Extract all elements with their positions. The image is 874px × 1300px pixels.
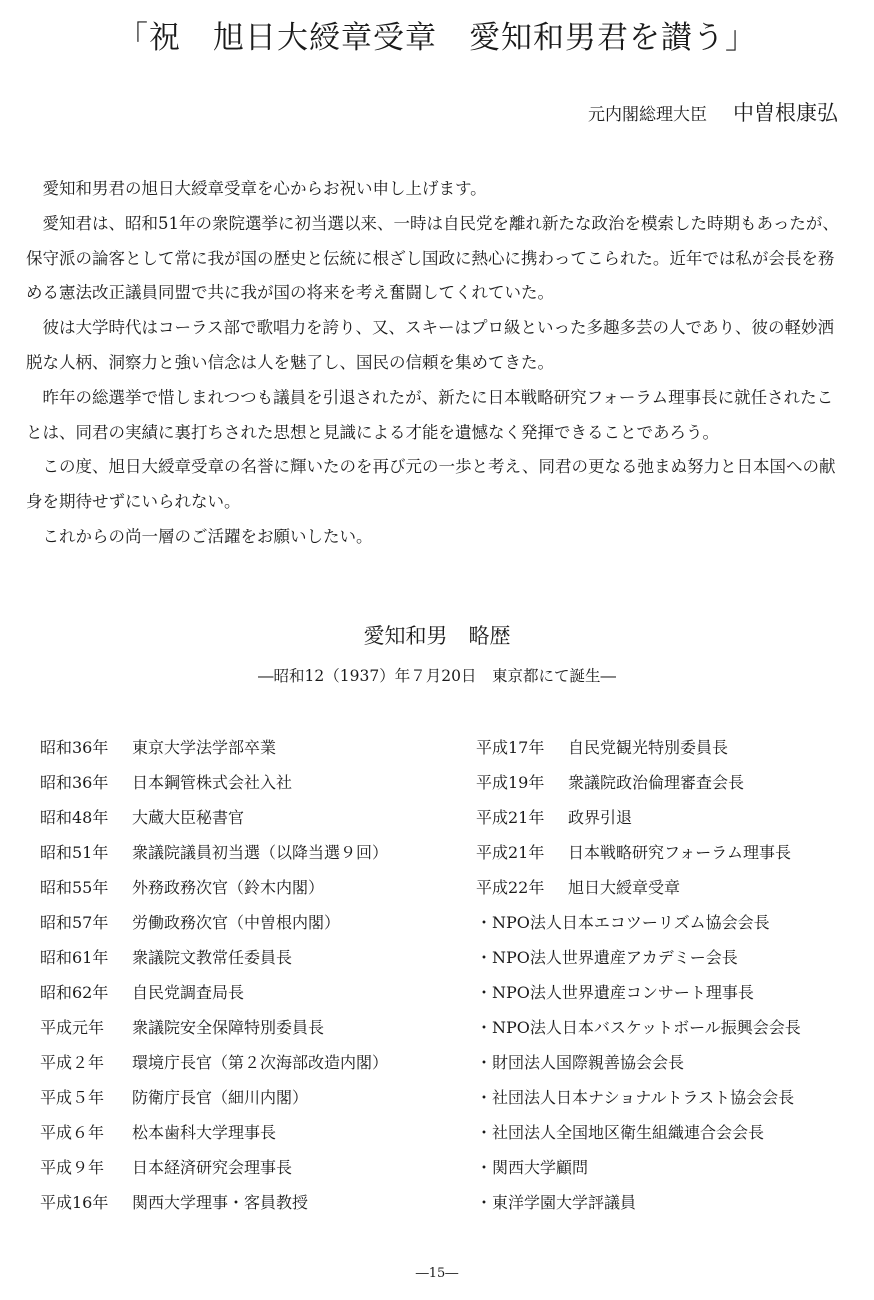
- biography-entry-text: 衆議院安全保障特別委員長: [132, 1018, 325, 1037]
- author-name: 中曽根康弘: [733, 101, 838, 125]
- biography-entry-text: ・NPO法人日本バスケットボール振興会会長: [476, 1018, 801, 1037]
- paragraph: 彼は大学時代はコーラス部で歌唱力を誇り、又、スキーはプロ級といった多趣多芸の人であり、彼の軽妙洒脱な人柄、洞察力と強い信念は人を魅了し、国民の信頼を集めてきた。: [26, 318, 835, 372]
- biography-entry-text: ・社団法人日本ナショナルトラスト協会会長: [476, 1088, 795, 1107]
- biography-entry-year: 昭和61年: [40, 948, 109, 967]
- biography-entry: [476, 1150, 856, 1185]
- biography-entry-text: 日本鋼管株式会社入社: [132, 773, 293, 792]
- biography-entry: [476, 1185, 856, 1220]
- biography-entry: [40, 1185, 450, 1220]
- biography-entry-year: 平成17年: [476, 738, 545, 757]
- biography-entry-text: 東京大学法学部卒業: [132, 738, 277, 757]
- biography-entry-text: ・社団法人全国地区衛生組織連合会会長: [476, 1123, 765, 1142]
- biography-entry: [40, 1045, 450, 1080]
- biography-entry-year: 平成９年: [40, 1158, 105, 1177]
- biography-entry-year: 昭和36年: [40, 738, 109, 757]
- biography-entry: [40, 1115, 450, 1150]
- biography-entry-text: ・NPO法人世界遺産アカデミー会長: [476, 948, 738, 967]
- paragraph: 昨年の総選挙で惜しまれつつも議員を引退されたが、新たに日本戦略研究フォーラム理事長に就任されたことは、同君の実績に裏打ちされた思想と見識による才能を遺憾なく発揮できることであろう。: [26, 387, 834, 442]
- biography-entry-year: 平成２年: [40, 1053, 105, 1072]
- biography-entry-year: 平成16年: [40, 1193, 109, 1212]
- congratulatory-text: [26, 172, 844, 555]
- biography-entry-text: 自民党観光特別委員長: [568, 738, 729, 757]
- biography-entry: [476, 940, 856, 975]
- biography-entry: [476, 1045, 856, 1080]
- biography-entry: [476, 1080, 856, 1115]
- biography-entry: [476, 800, 856, 835]
- biography-entry: [40, 1010, 450, 1045]
- biography-entry-text: ・東洋学園大学評議員: [476, 1193, 637, 1212]
- biography-entry-year: 昭和57年: [40, 913, 109, 932]
- biography-title: 愛知和男 略歴: [363, 624, 511, 648]
- biography-entry-year: 昭和55年: [40, 878, 109, 897]
- biography-entry-year: 平成19年: [476, 773, 545, 792]
- biography-entry: [40, 1080, 450, 1115]
- biography-entry-year: 平成５年: [40, 1088, 105, 1107]
- biography-entry-text: 日本戦略研究フォーラム理事長: [568, 843, 792, 862]
- biography-entry-text: 外務政務次官（鈴木内閣）: [132, 878, 325, 897]
- biography-entry-year: 平成21年: [476, 843, 545, 862]
- biography-entry-year: 昭和48年: [40, 808, 109, 827]
- biography-entry: [40, 870, 450, 905]
- biography-entry-year: 平成元年: [40, 1018, 105, 1037]
- biography-entry-text: 環境庁長官（第２次海部改造内閣）: [132, 1053, 389, 1072]
- paragraph: この度、旭日大綬章受章の名誉に輝いたのを再び元の一歩と考え、同君の更なる弛まぬ努力と日本国への献身を期待せずにいられない。: [26, 457, 836, 512]
- biography-entry-text: 衆議院議員初当選（以降当選９回）: [132, 843, 389, 862]
- biography-entry: [476, 835, 856, 870]
- biography-entry: [476, 730, 856, 765]
- biography-entry: [476, 870, 856, 905]
- biography-list-left: [40, 730, 450, 1220]
- biography-entry: [40, 1150, 450, 1185]
- biography-entry: [40, 800, 450, 835]
- page-number: ―15―: [415, 1266, 459, 1281]
- biography-entry-year: 平成６年: [40, 1123, 105, 1142]
- biography-entry: [476, 905, 856, 940]
- biography-entry-text: 大蔵大臣秘書官: [132, 808, 245, 827]
- biography-entry-text: ・財団法人国際親善協会会長: [476, 1053, 685, 1072]
- biography-entry: [476, 765, 856, 800]
- biography-entry-year: 昭和51年: [40, 843, 109, 862]
- biography-entry-text: 自民党調査局長: [132, 983, 245, 1002]
- paragraph: 愛知君は、昭和51年の衆院選挙に初当選以来、一時は自民党を離れ新たな政治を模索した時期もあったが、保守派の論客として常に我が国の歴史と伝統に根ざし国政に熱心に携わってこられた。近年では私が会長を務める憲法改正議員同盟で共に我が国の将来を考え奮闘してくれていた。: [26, 213, 839, 303]
- paragraph: これからの尚一層のご活躍をお願いしたい。: [42, 526, 373, 546]
- biography-entry-text: ・NPO法人日本エコツーリズム協会会長: [476, 913, 770, 932]
- biography-entry-text: 松本歯科大学理事長: [132, 1123, 277, 1142]
- biography-entry-text: 関西大学理事・客員教授: [132, 1193, 309, 1212]
- biography-entry-text: 防衛庁長官（細川内閣）: [132, 1088, 309, 1107]
- biography-entry-text: ・関西大学顧問: [476, 1158, 589, 1177]
- biography-entry: [40, 975, 450, 1010]
- biography-entry-text: 衆議院文教常任委員長: [132, 948, 293, 967]
- author-line: [588, 98, 838, 130]
- biography-entry-text: 日本経済研究会理事長: [132, 1158, 293, 1177]
- biography-entry-year: 昭和36年: [40, 773, 109, 792]
- biography-entry-text: 旭日大綬章受章: [568, 878, 681, 897]
- biography-list-right: [476, 730, 856, 1220]
- biography-entry-text: 労働政務次官（中曽根内閣）: [132, 913, 341, 932]
- biography-entry-text: 衆議院政治倫理審査会長: [568, 773, 745, 792]
- paragraph: 愛知和男君の旭日大綬章受章を心からお祝い申し上げます。: [42, 179, 487, 198]
- biography-entry-text: ・NPO法人世界遺産コンサート理事長: [476, 983, 754, 1002]
- biography-entry: [476, 1115, 856, 1150]
- biography-entry: [476, 975, 856, 1010]
- biography-entry: [40, 940, 450, 975]
- biography-birth-line: ―昭和12（1937）年７月20日 東京都にて誕生―: [258, 667, 616, 685]
- biography-entry: [476, 1010, 856, 1045]
- biography-entry-year: 平成22年: [476, 878, 545, 897]
- biography-entry: [40, 765, 450, 800]
- biography-entry: [40, 905, 450, 940]
- biography-entry: [40, 730, 450, 765]
- biography-entry: [40, 835, 450, 870]
- biography-entry-text: 政界引退: [568, 808, 633, 827]
- document-title: 「祝 旭日大綬章受章 愛知和男君を讃う」: [117, 20, 757, 56]
- biography-entry-year: 平成21年: [476, 808, 545, 827]
- biography-entry-year: 昭和62年: [40, 983, 109, 1002]
- author-role: 元内閣総理大臣: [588, 105, 707, 125]
